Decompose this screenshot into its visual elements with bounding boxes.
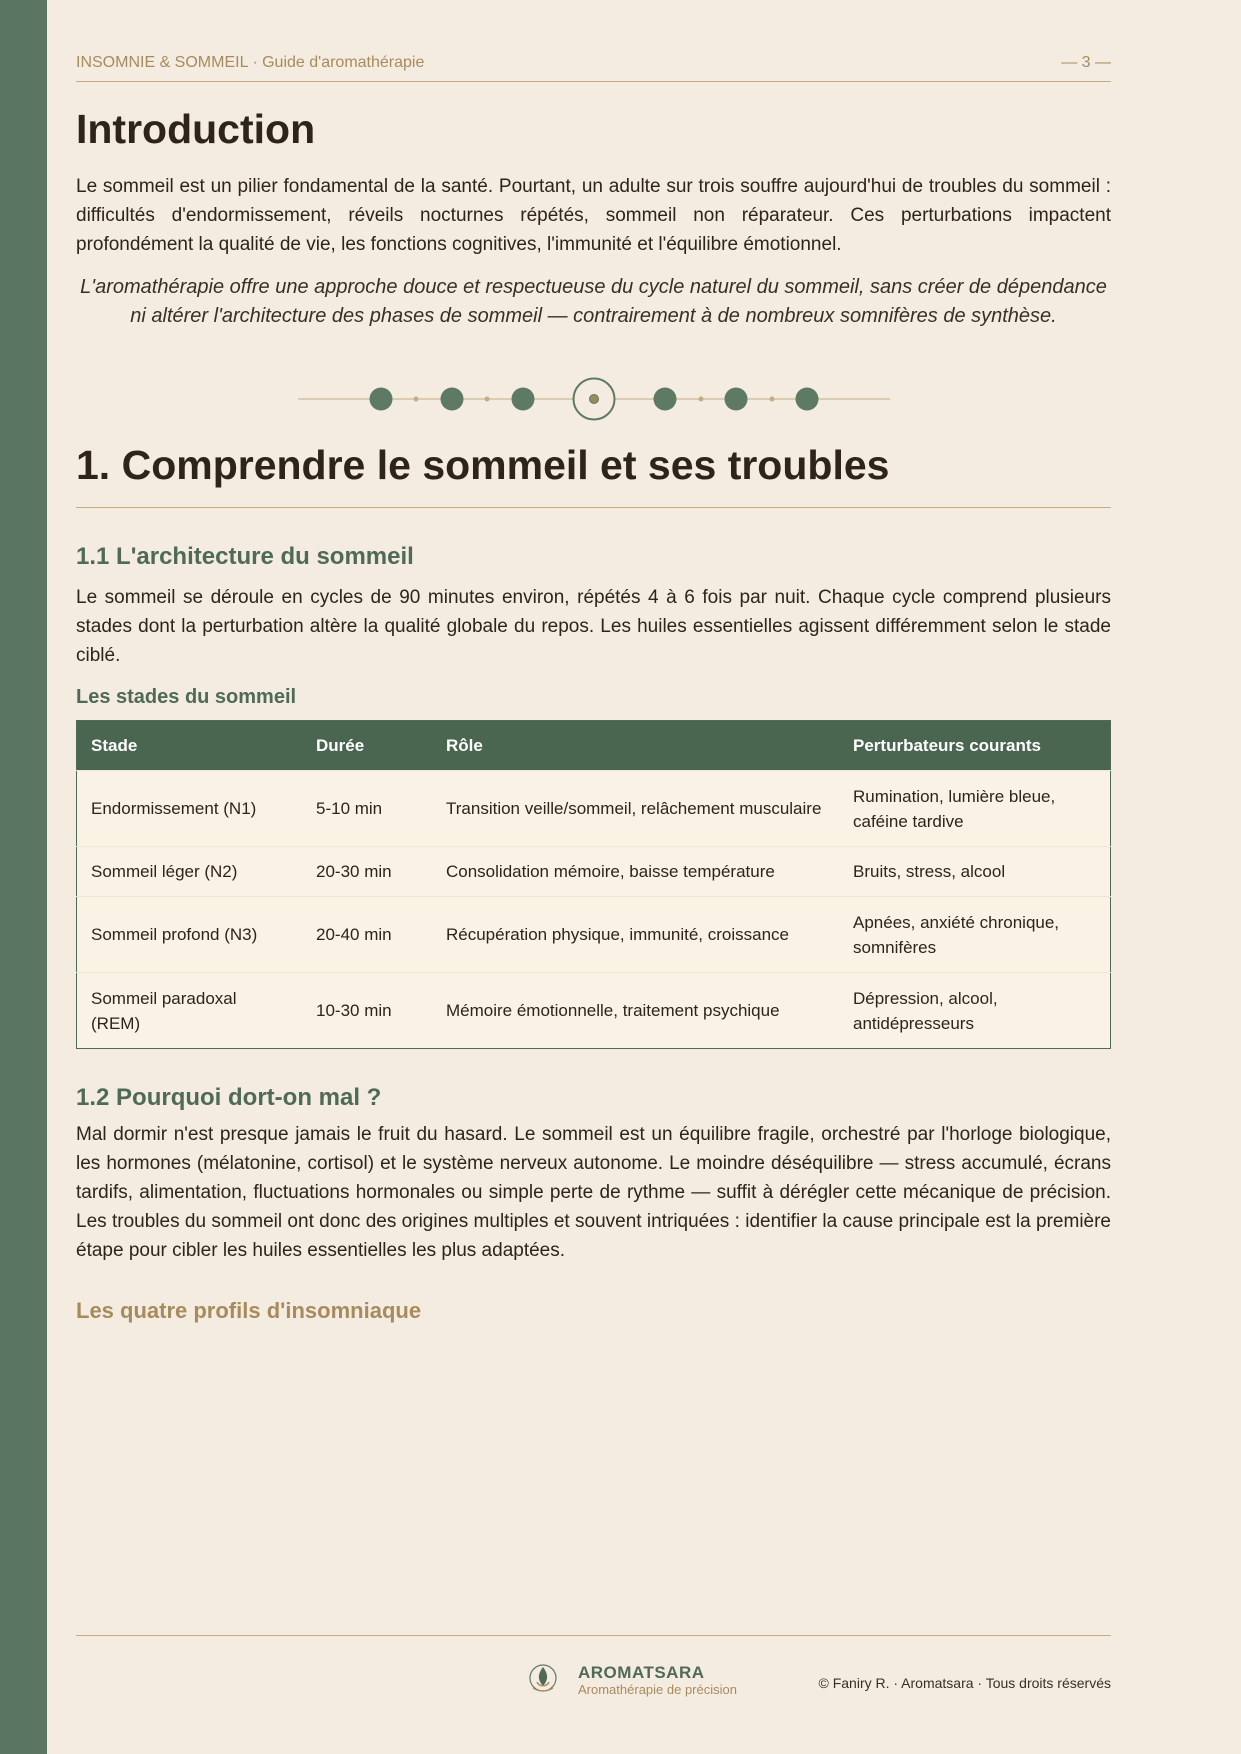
footer-copyright: © Faniry R. · Aromatsara · Tous droits réservés: [818, 1675, 1111, 1691]
table-row: [77, 973, 1111, 1049]
table-cell: Transition veille/sommeil, relâchement musculaire: [432, 771, 839, 847]
intro-title: Introduction: [76, 106, 316, 152]
table-row: [77, 897, 1111, 973]
table-cell: Sommeil léger (N2): [77, 847, 303, 897]
table-cell: 5-10 min: [302, 771, 432, 847]
table-cell: 20-40 min: [302, 897, 432, 973]
table-heading: Les stades du sommeil: [76, 686, 297, 708]
table-cell: Apnées, anxiété chronique, somnifères: [839, 897, 1111, 973]
intro-quote: L'aromathérapie offre une approche douce et respectueuse du cycle naturel du sommeil, sans créer de dépendance ni altérer l'architecture des phases de sommeil — contrairement à de nombreux somnifères de synthèse.: [80, 276, 1107, 327]
table-cell: Endormissement (N1): [77, 771, 303, 847]
table-cell: Mémoire émotionnelle, traitement psychique: [432, 973, 839, 1049]
footer-rule: [76, 1635, 1111, 1636]
column-header: Stade: [77, 721, 303, 771]
brand-name: AROMATSARA: [578, 1663, 705, 1682]
table-cell: Sommeil paradoxal (REM): [77, 973, 303, 1049]
intro-paragraph: Le sommeil est un pilier fondamental de la santé. Pourtant, un adulte sur trois souffre aujourd'hui de troubles du sommeil : difficultés d'endormissement, réveils nocturnes répétés, sommeil non réparateur. Ces perturbations impactent profondément la qualité de vie, les fonctions cognitives, l'immunité et l'équilibre émotionnel.: [76, 176, 1111, 255]
section-rule: [76, 507, 1111, 508]
column-header: Durée: [302, 721, 432, 771]
table-cell: Rumination, lumière bleue, caféine tardive: [839, 771, 1111, 847]
table-cell: Dépression, alcool, antidépresseurs: [839, 973, 1111, 1049]
table-cell: 10-30 min: [302, 973, 432, 1049]
table-cell: Récupération physique, immunité, croissance: [432, 897, 839, 973]
header-rule: [76, 81, 1111, 82]
running-header: [76, 54, 1111, 72]
table-cell: 20-30 min: [302, 847, 432, 897]
table-cell: Consolidation mémoire, baisse température: [432, 847, 839, 897]
architecture-paragraph: Le sommeil se déroule en cycles de 90 minutes environ, répétés 4 à 6 fois par nuit. Chaque cycle comprend plusieurs stades dont la perturbation altère la qualité globale du repos. Les huiles essentielles agissent différemment selon le stade ciblé.: [76, 587, 1111, 666]
table-row: [77, 771, 1111, 847]
leaf-drop-logo-icon: [528, 1663, 558, 1695]
profiles-heading: Les quatre profils d'insomniaque: [76, 1298, 422, 1323]
side-accent-bar: [0, 0, 47, 1754]
table-header-row: [77, 721, 1111, 771]
page-number: — 3 —: [1061, 54, 1111, 71]
footer-brand: [578, 1664, 737, 1698]
column-header: Perturbateurs courants: [839, 721, 1111, 771]
table-cell: Sommeil profond (N3): [77, 897, 303, 973]
running-title: INSOMNIE & SOMMEIL · Guide d'aromathérapie: [76, 54, 425, 71]
column-header: Rôle: [432, 721, 839, 771]
table-cell: Bruits, stress, alcool: [839, 847, 1111, 897]
subsection-title-why: 1.2 Pourquoi dort-on mal ?: [76, 1084, 382, 1111]
table-row: [77, 847, 1111, 897]
section-title: 1. Comprendre le sommeil et ses troubles: [76, 442, 890, 488]
subsection-title-architecture: 1.1 L'architecture du sommeil: [76, 543, 414, 570]
brand-tagline: Aromathérapie de précision: [578, 1682, 737, 1697]
moon-phase-divider: [298, 376, 890, 422]
sleep-stages-table: [76, 720, 1111, 1049]
why-paragraph: Mal dormir n'est presque jamais le fruit du hasard. Le sommeil est un équilibre fragile, orchestré par l'horloge biologique, les hormones (mélatonine, cortisol) et le système nerveux autonome. Le moindre déséquilibre — stress accumulé, écrans tardifs, alimentation, fluctuations hormonales ou simple perte de rythme — suffit à dérégler cette mécanique de précision. Les troubles du sommeil ont donc des origines multiples et souvent intriquées : identifier la cause principale est la première étape pour cibler les huiles essentielles les plus adaptées.: [76, 1124, 1111, 1261]
